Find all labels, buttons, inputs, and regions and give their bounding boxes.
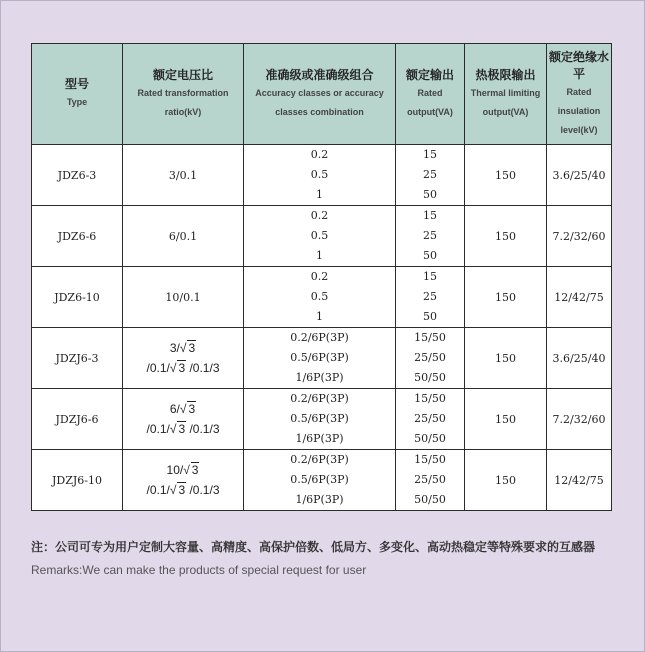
cell-type: JDZJ6-10	[32, 450, 123, 511]
cell-insulation: 7.2/32/60	[547, 206, 612, 267]
cell-accuracy: 0.2 0.5 1	[244, 145, 396, 206]
cell-type: JDZ6-3	[32, 145, 123, 206]
cell-output: 15/50 25/50 50/50	[396, 450, 465, 511]
header-thermal: 热极限输出 Thermal limiting output(VA)	[465, 44, 547, 145]
cell-thermal: 150	[465, 206, 547, 267]
cell-type: JDZJ6-3	[32, 328, 123, 389]
sqrt-icon: √	[169, 422, 177, 436]
cell-accuracy: 0.2/6P(3P) 0.5/6P(3P) 1/6P(3P)	[244, 389, 396, 450]
table-row	[32, 328, 612, 389]
cell-insulation: 12/42/75	[547, 450, 612, 511]
cell-insulation: 3.6/25/40	[547, 328, 612, 389]
cell-insulation: 7.2/32/60	[547, 389, 612, 450]
table-row	[32, 145, 612, 206]
cell-type: JDZJ6-6	[32, 389, 123, 450]
header-row	[32, 44, 612, 145]
cell-type: JDZ6-6	[32, 206, 123, 267]
sqrt-icon: √	[179, 402, 187, 416]
sqrt-icon: √	[169, 483, 177, 497]
cell-accuracy: 0.2/6P(3P) 0.5/6P(3P) 1/6P(3P)	[244, 328, 396, 389]
cell-thermal: 150	[465, 450, 547, 511]
remark-en: Remarks:We can make the products of special request for user	[31, 563, 367, 577]
cell-ratio: 3/0.1	[123, 145, 244, 206]
table-row	[32, 450, 612, 511]
cell-thermal: 150	[465, 145, 547, 206]
remarks	[31, 538, 621, 579]
cell-ratio: 6/0.1	[123, 206, 244, 267]
sqrt-icon: √	[179, 341, 187, 355]
header-insulation: 额定绝缘水平 Rated insulation level(kV)	[547, 44, 612, 145]
cell-output: 15 25 50	[396, 206, 465, 267]
cell-output: 15/50 25/50 50/50	[396, 328, 465, 389]
cell-accuracy: 0.2 0.5 1	[244, 206, 396, 267]
header-output: 额定输出 Rated output(VA)	[396, 44, 465, 145]
cell-ratio: 10/√ 3 /0.1/√ 3 /0.1/3	[123, 450, 244, 511]
cell-accuracy: 0.2/6P(3P) 0.5/6P(3P) 1/6P(3P)	[244, 450, 396, 511]
table-row	[32, 267, 612, 328]
cell-accuracy: 0.2 0.5 1	[244, 267, 396, 328]
cell-ratio: 10/0.1	[123, 267, 244, 328]
cell-output: 15 25 50	[396, 145, 465, 206]
cell-type: JDZ6-10	[32, 267, 123, 328]
cell-insulation: 12/42/75	[547, 267, 612, 328]
table-row	[32, 206, 612, 267]
sqrt-icon: √	[183, 463, 190, 477]
sqrt-icon: √	[169, 361, 177, 375]
cell-ratio: 3/√ 3 /0.1/√ 3 /0.1/3	[123, 328, 244, 389]
header-accuracy: 准确级或准确级组合 Accuracy classes or accuracy classes combination	[244, 44, 396, 145]
header-ratio: 额定电压比 Rated transformation ratio(kV)	[123, 44, 244, 145]
remark-cn: 注：公司可专为用户定制大容量、高精度、高保护倍数、低局方、多变化、高动热稳定等特殊要求的互感器	[31, 540, 596, 554]
cell-thermal: 150	[465, 389, 547, 450]
cell-thermal: 150	[465, 328, 547, 389]
cell-ratio: 6/√ 3 /0.1/√ 3 /0.1/3	[123, 389, 244, 450]
header-type: 型号 Type	[32, 44, 123, 145]
table-row	[32, 389, 612, 450]
spec-table	[31, 43, 612, 511]
cell-output: 15/50 25/50 50/50	[396, 389, 465, 450]
cell-insulation: 3.6/25/40	[547, 145, 612, 206]
cell-output: 15 25 50	[396, 267, 465, 328]
cell-thermal: 150	[465, 267, 547, 328]
